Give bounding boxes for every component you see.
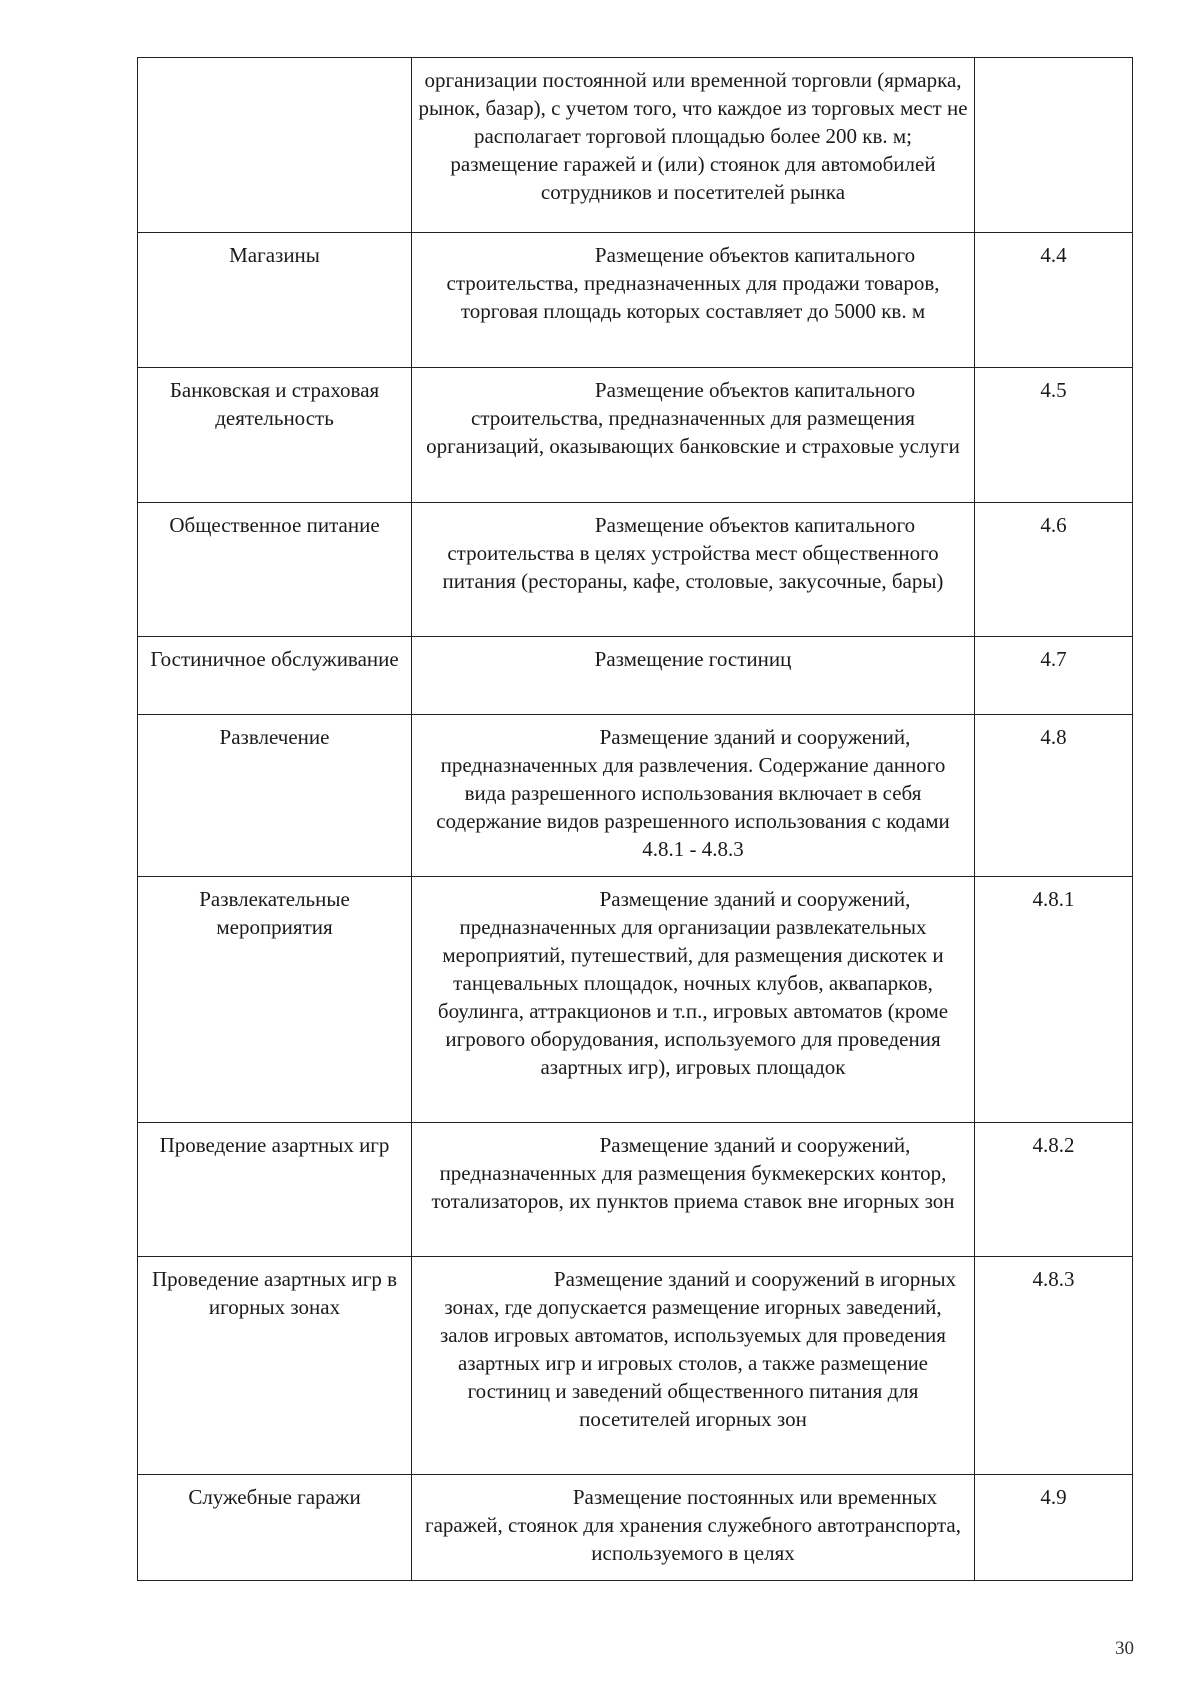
description-paragraph: Размещение постоянных или временных гаражей, стоянок для хранения служебного автотранспорта, используемого в целях	[424, 1485, 961, 1565]
use-type-name: Банковская и страховая деятельность	[138, 368, 412, 503]
use-type-description	[412, 877, 975, 1123]
table-row	[138, 637, 1133, 715]
use-type-description	[412, 715, 975, 877]
use-type-name	[138, 58, 412, 233]
use-type-code: 4.7	[975, 637, 1133, 715]
description-paragraph: Размещение зданий и сооружений, предназначенных для организации развлекательных мероприятий, путешествий, для размещения дискотек и танцевальных площадок, ночных клубов, аквапарков, боулинга, аттракционов и т.п., игровых автоматов (кроме игрового оборудования, используемого для проведения азартных игр), игровых площадок	[437, 887, 949, 1079]
table-row	[138, 877, 1133, 1123]
table-row	[138, 503, 1133, 637]
use-type-name: Развлечение	[138, 715, 412, 877]
description-paragraph: Размещение объектов капитального строительства в целях устройства мест общественного питания (рестораны, кафе, столовые, закусочные, бары)	[442, 513, 944, 593]
use-type-code: 4.9	[975, 1475, 1133, 1581]
table-row	[138, 715, 1133, 877]
table-row	[138, 368, 1133, 503]
use-type-description	[412, 1475, 975, 1581]
page-number: 30	[1115, 1638, 1134, 1659]
table-row	[138, 58, 1133, 233]
table-row	[138, 1257, 1133, 1475]
table-row	[138, 1123, 1133, 1257]
description-paragraph: Размещение объектов капитального строительства, предназначенных для размещения организаций, оказывающих банковские и страховые услуги	[426, 378, 960, 458]
use-type-description	[412, 1257, 975, 1475]
use-type-code: 4.5	[975, 368, 1133, 503]
use-type-name: Гостиничное обслуживание	[138, 637, 412, 715]
use-type-description	[412, 503, 975, 637]
use-type-description	[412, 233, 975, 368]
use-type-code: 4.4	[975, 233, 1133, 368]
description-paragraph: Размещение объектов капитального строительства, предназначенных для продажи товаров, торговая площадь которых составляет до 5000 кв. м	[446, 243, 940, 323]
use-type-description	[412, 1123, 975, 1257]
use-type-code: 4.8	[975, 715, 1133, 877]
description-paragraph: Размещение зданий и сооружений, предназначенных для размещения букмекерских контор, тотализаторов, их пунктов приема ставок вне игорных зон	[431, 1133, 955, 1213]
use-type-code: 4.6	[975, 503, 1133, 637]
land-use-table	[137, 57, 1133, 1581]
use-type-name: Проведение азартных игр	[138, 1123, 412, 1257]
use-type-name: Развлекательные мероприятия	[138, 877, 412, 1123]
use-type-code: 4.8.3	[975, 1257, 1133, 1475]
use-type-description	[412, 637, 975, 715]
use-type-name: Служебные гаражи	[138, 1475, 412, 1581]
description-paragraph: организации постоянной или временной торговли (ярмарка, рынок, базар), с учетом того, что каждое из торговых мест не располагает торговой площадью более 200 кв. м;	[418, 68, 968, 148]
use-type-name: Общественное питание	[138, 503, 412, 637]
description-paragraph: Размещение зданий и сооружений, предназначенных для развлечения. Содержание данного вида разрешенного использования включает в себя содержание видов разрешенного использования с кодами 4.8.1 - 4.8.3	[436, 725, 950, 861]
description-paragraph: Размещение зданий и сооружений в игорных зонах, где допускается размещение игорных заведений, залов игровых автоматов, используемых для проведения азартных игр и игровых столов, а также размещение гостиниц и заведений общественного питания для посетителей игорных зон	[440, 1267, 957, 1431]
use-type-code: 4.8.1	[975, 877, 1133, 1123]
use-type-description	[412, 58, 975, 233]
table-row	[138, 1475, 1133, 1581]
use-type-name: Магазины	[138, 233, 412, 368]
use-type-code	[975, 58, 1133, 233]
use-type-code: 4.8.2	[975, 1123, 1133, 1257]
table-row	[138, 233, 1133, 368]
description-paragraph: размещение гаражей и (или) стоянок для автомобилей сотрудников и посетителей рынка	[450, 152, 936, 204]
description-paragraph: Размещение гостиниц	[594, 647, 792, 671]
use-type-description	[412, 368, 975, 503]
use-type-name: Проведение азартных игр в игорных зонах	[138, 1257, 412, 1475]
